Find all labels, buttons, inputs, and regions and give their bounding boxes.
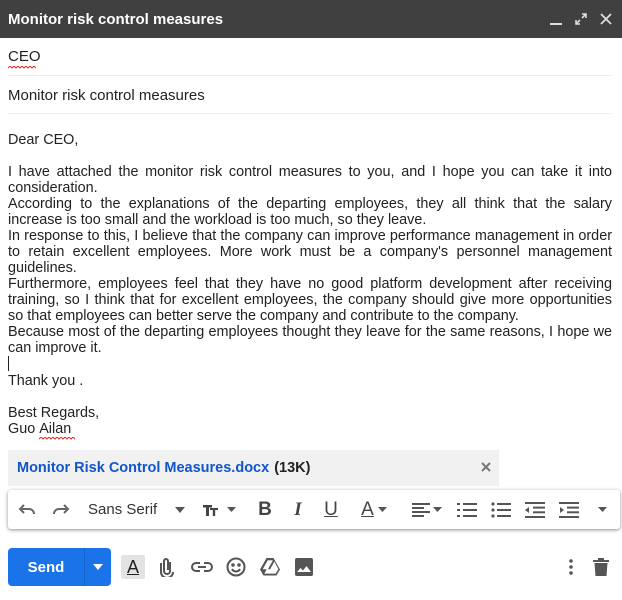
chevron-down-icon bbox=[378, 507, 387, 512]
subject-text: Monitor risk control measures bbox=[8, 87, 205, 104]
send-options-button[interactable] bbox=[84, 548, 111, 586]
compose-title: Monitor risk control measures bbox=[8, 10, 224, 28]
font-size-select[interactable] bbox=[200, 490, 238, 529]
text-cursor-line bbox=[8, 356, 612, 373]
attachment-chip[interactable] bbox=[8, 450, 499, 486]
message-body[interactable] bbox=[8, 132, 612, 437]
align-button[interactable] bbox=[408, 490, 446, 529]
undo-icon[interactable] bbox=[14, 490, 40, 529]
remove-attachment-icon[interactable] bbox=[479, 460, 493, 474]
chevron-down-icon bbox=[93, 564, 103, 570]
signature-first: Guo bbox=[8, 421, 36, 437]
compose-titlebar bbox=[0, 0, 622, 38]
body-paragraph: In response to this, I believe that the company can improve performance management in order to retain excellent employees. More work must be a company's personnel management guidelines. bbox=[8, 228, 612, 276]
numbered-list-icon[interactable] bbox=[454, 490, 480, 529]
formatting-toolbar bbox=[8, 490, 620, 529]
spellcheck-underline bbox=[39, 437, 75, 440]
font-family-label: Sans Serif bbox=[88, 501, 158, 518]
insert-emoji-icon[interactable] bbox=[224, 555, 248, 579]
indent-more-icon[interactable] bbox=[556, 490, 582, 529]
body-paragraph: Because most of the departing employees thought they leave for the same reasons, I hope we can improve it. bbox=[8, 324, 612, 356]
body-closing: Best Regards, bbox=[8, 405, 100, 421]
text-cursor bbox=[8, 356, 9, 371]
signature-last: Ailan bbox=[39, 421, 72, 437]
google-drive-icon[interactable] bbox=[258, 555, 282, 579]
body-greeting: Dear CEO, bbox=[8, 132, 79, 148]
text-color-button[interactable] bbox=[354, 490, 394, 529]
recipients-row[interactable] bbox=[8, 40, 611, 76]
formatting-options-button[interactable] bbox=[121, 555, 145, 579]
close-icon[interactable] bbox=[598, 11, 614, 27]
subject-field[interactable] bbox=[8, 76, 611, 114]
body-signature bbox=[8, 421, 612, 437]
spellcheck-underline bbox=[8, 66, 36, 69]
chevron-down-icon bbox=[175, 507, 185, 513]
window-controls bbox=[548, 11, 622, 27]
bold-button[interactable]: B bbox=[258, 498, 272, 520]
recipient-text: CEO bbox=[8, 48, 41, 65]
body-thanks: Thank you . bbox=[8, 373, 84, 389]
bulleted-list-icon[interactable] bbox=[488, 490, 514, 529]
recipient-chip[interactable] bbox=[8, 48, 41, 65]
underline-button[interactable]: U bbox=[324, 498, 338, 520]
expand-icon[interactable] bbox=[573, 11, 589, 27]
more-options-icon[interactable] bbox=[559, 555, 583, 579]
italic-button[interactable]: I bbox=[294, 498, 302, 520]
attach-file-icon[interactable] bbox=[155, 555, 179, 579]
chevron-down-icon bbox=[433, 507, 442, 512]
redo-icon[interactable] bbox=[48, 490, 74, 529]
formatting-options-letter: A bbox=[126, 556, 139, 577]
body-paragraph: Furthermore, employees feel that they have no good platform development after receiving training, so I think that for excellent employees, the company should give more opportunities so that employees can better serve the company and contribute to the company. bbox=[8, 276, 612, 324]
body-paragraph: I have attached the monitor risk control measures to you, and I hope you can take it into consideration. bbox=[8, 164, 612, 196]
discard-draft-icon[interactable] bbox=[589, 555, 613, 579]
attachment-filename[interactable]: Monitor Risk Control Measures.docx bbox=[17, 460, 270, 476]
insert-link-icon[interactable] bbox=[190, 555, 214, 579]
indent-less-icon[interactable] bbox=[522, 490, 548, 529]
align-left-icon bbox=[412, 503, 430, 517]
font-family-select[interactable] bbox=[88, 490, 194, 529]
body-paragraph: According to the explanations of the departing employees, they all think that the salary increase is too small and the workload is too much, so they leave. bbox=[8, 196, 612, 228]
more-formatting-icon[interactable] bbox=[592, 490, 612, 529]
send-button-group bbox=[8, 548, 111, 586]
send-button[interactable]: Send bbox=[27, 558, 65, 576]
text-size-icon bbox=[202, 502, 224, 518]
text-color-letter: A bbox=[361, 498, 374, 520]
minimize-icon[interactable] bbox=[548, 11, 564, 27]
insert-photo-icon[interactable] bbox=[292, 555, 316, 579]
attachment-size: (13K) bbox=[274, 460, 311, 476]
chevron-down-icon bbox=[227, 507, 236, 512]
signature-last-wrap bbox=[39, 421, 71, 437]
